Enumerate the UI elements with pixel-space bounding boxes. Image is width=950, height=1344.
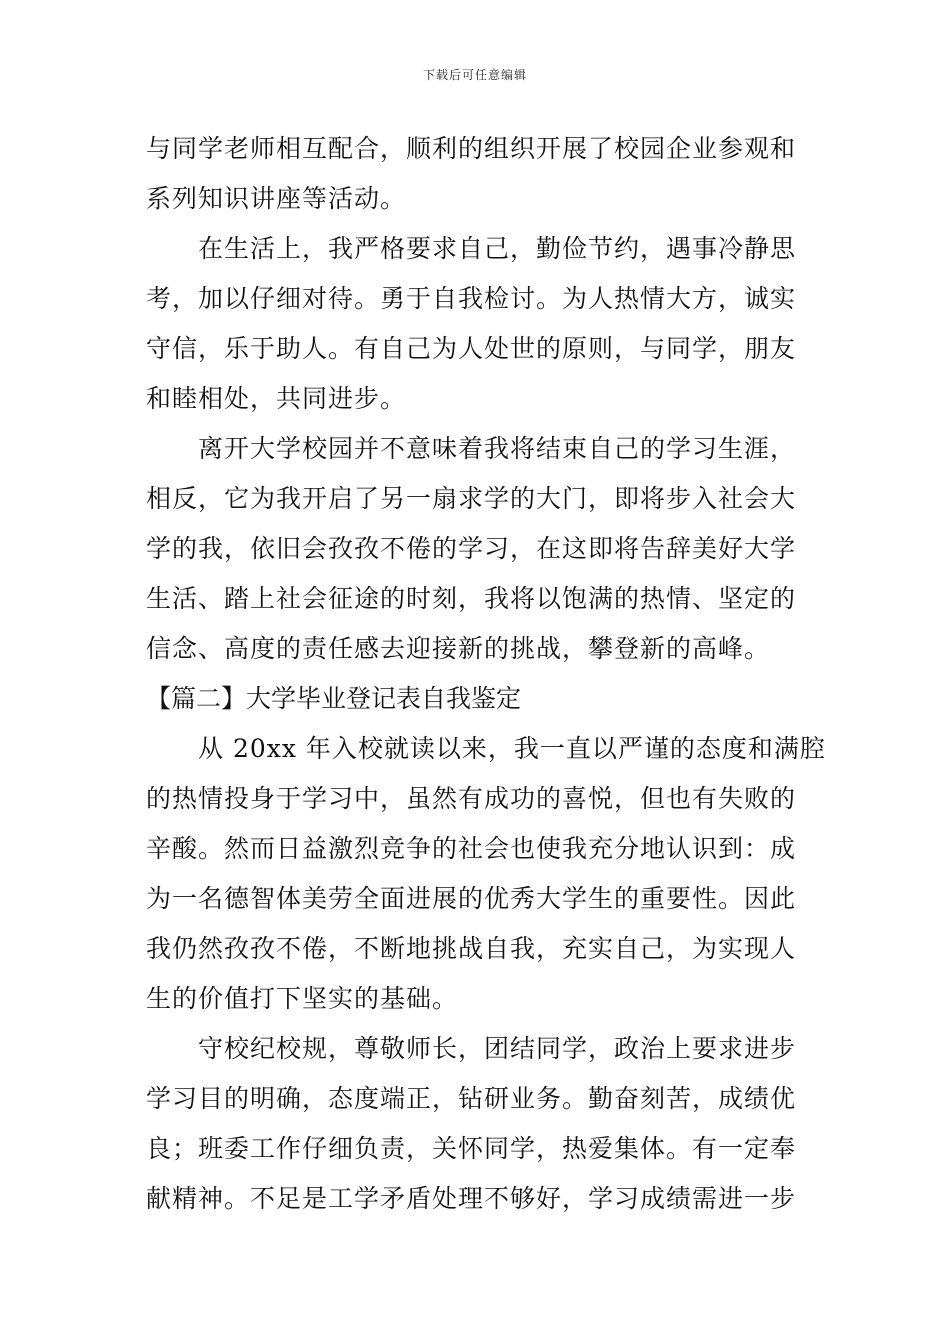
section-heading: 【篇二】大学毕业登记表自我鉴定 xyxy=(146,684,522,713)
text-line: 与同学老师相互配合，顺利的组织开展了校园企业参观和 xyxy=(146,134,797,163)
text-line: 学的我，依旧会孜孜不倦的学习，在这即将告辞美好大学 xyxy=(146,534,797,563)
text-line: 在生活上，我严格要求自己，勤俭节约，遇事冷静思 xyxy=(198,234,797,263)
text-line: 生的价值打下坚实的基础。 xyxy=(146,984,459,1013)
text-line: 为一名德智体美劳全面进展的优秀大学生的重要性。因此 xyxy=(146,884,797,913)
document-body xyxy=(146,124,826,1224)
paragraph-3 xyxy=(146,424,808,674)
text-line: 相反，它为我开启了另一扇求学的大门，即将步入社会大 xyxy=(146,484,797,513)
paragraph-4 xyxy=(146,724,826,1024)
paragraph-2 xyxy=(146,224,808,424)
text-line: 良；班委工作仔细负责，关怀同学，热爱集体。有一定奉 xyxy=(146,1134,797,1163)
text-line: 辛酸。然而日益激烈竞争的社会也使我充分地认识到：成 xyxy=(146,834,797,863)
paragraph-5 xyxy=(146,1024,808,1224)
text-line: 守信，乐于助人。有自己为人处世的原则，与同学，朋友 xyxy=(146,334,797,363)
text-line: 离开大学校园并不意味着我将结束自己的学习生涯， xyxy=(198,434,797,463)
text-line: 生活、踏上社会征途的时刻，我将以饱满的热情、坚定的 xyxy=(146,584,797,613)
page-header-note: 下载后可任意编辑 xyxy=(422,68,527,82)
text-line: 守校纪校规，尊敬师长，团结同学，政治上要求进步 xyxy=(198,1034,797,1063)
text-line: 学习目的明确，态度端正，钻研业务。勤奋刻苦，成绩优 xyxy=(146,1084,797,1113)
text-line: 我仍然孜孜不倦，不断地挑战自我，充实自己，为实现人 xyxy=(146,934,797,963)
text-line: 的热情投身于学习中，虽然有成功的喜悦，但也有失败的 xyxy=(146,784,797,813)
paragraph-1 xyxy=(146,124,808,224)
text-line: 从 20xx 年入校就读以来，我一直以严谨的态度和满腔 xyxy=(198,734,826,763)
text-line: 考，加以仔细对待。勇于自我检讨。为人热情大方，诚实 xyxy=(146,284,797,313)
text-line: 系列知识讲座等活动。 xyxy=(146,184,407,213)
text-line: 献精神。不足是工学矛盾处理不够好，学习成绩需进一步 xyxy=(146,1184,797,1213)
text-line: 信念、高度的责任感去迎接新的挑战，攀登新的高峰。 xyxy=(146,634,771,663)
text-line: 和睦相处，共同进步。 xyxy=(146,384,407,413)
